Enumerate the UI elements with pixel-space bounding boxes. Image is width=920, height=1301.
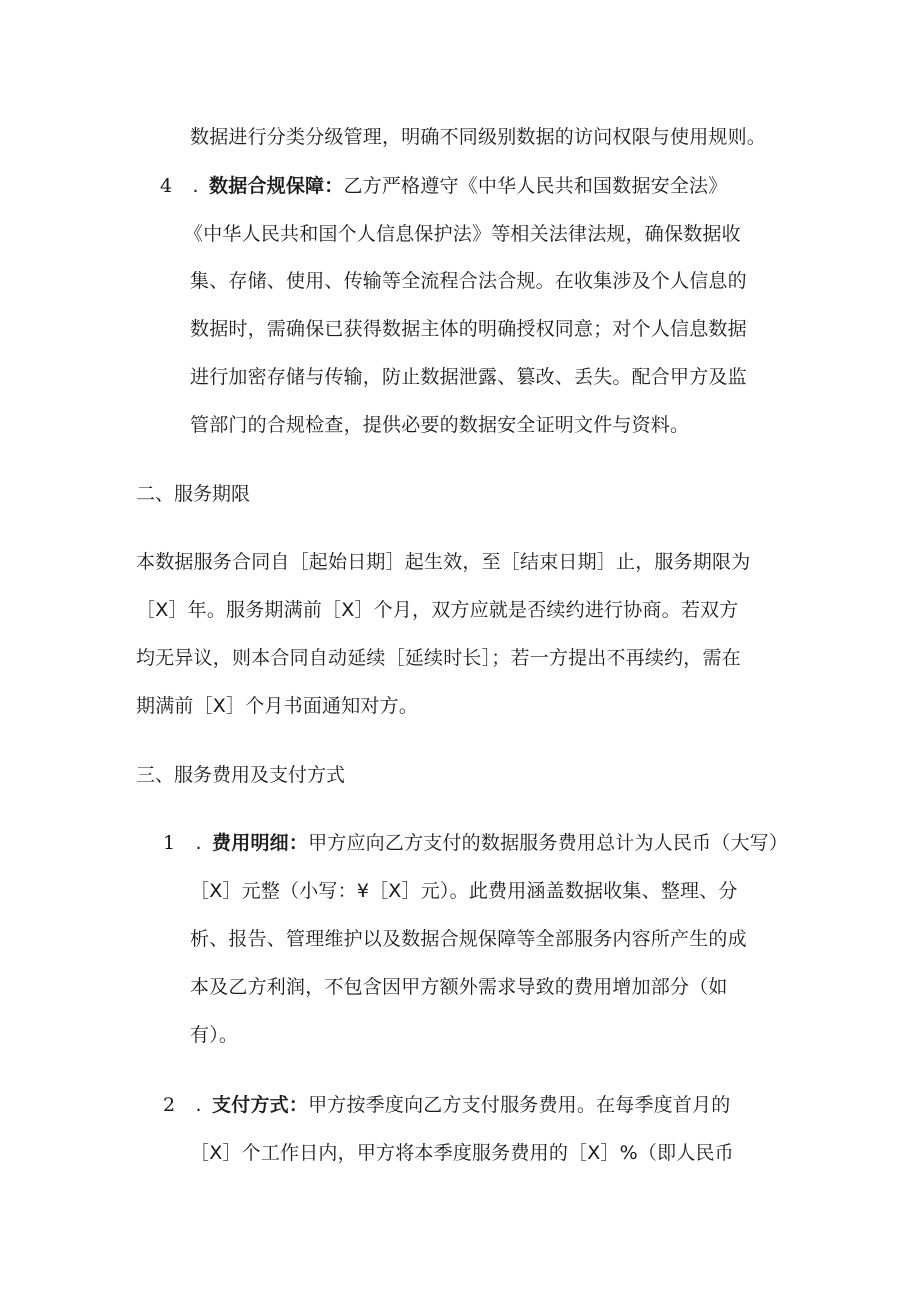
s3-item1-number: 1 bbox=[163, 832, 176, 854]
item4-line3: 集、存储、使用、传输等全流程合法合规。在收集涉及个人信息的 bbox=[190, 270, 747, 292]
s3-item2-first-line bbox=[163, 1092, 730, 1118]
s3-item1-first-line bbox=[163, 830, 788, 856]
section2-heading: 二、服务期限 bbox=[136, 483, 251, 505]
section2-line1: 本数据服务合同自［起始日期］起生效，至［结束日期］止，服务期限为 bbox=[136, 551, 751, 573]
item4-number: 4 bbox=[160, 175, 173, 197]
item4-line6: 管部门的合规检查，提供必要的数据安全证明文件与资料。 bbox=[190, 414, 690, 436]
item4-title: 数据合规保障： bbox=[209, 175, 344, 197]
item4-dot: . bbox=[192, 175, 199, 197]
item4-line5: 进行加密存储与传输，防止数据泄露、篡改、丢失。配合甲方及监 bbox=[190, 366, 747, 388]
s3-item1-line4: 本及乙方利润，不包含因甲方额外需求导致的费用增加部分（如 bbox=[190, 976, 728, 998]
item4-line4: 数据时，需确保已获得数据主体的明确授权同意；对个人信息数据 bbox=[190, 318, 747, 340]
s3-item1-title: 费用明细： bbox=[212, 832, 309, 854]
s3-item2-number: 2 bbox=[163, 1094, 176, 1116]
s3-item1-line1: 甲方应向乙方支付的数据服务费用总计为人民币（大写） bbox=[308, 832, 789, 854]
s3-item2-dot: . bbox=[195, 1094, 202, 1116]
s3-item2-line1: 甲方按季度向乙方支付服务费用。在每季度首月的 bbox=[308, 1094, 731, 1116]
s3-item1-line2: ［X］元整（小写：¥［X］元）。此费用涵盖数据收集、整理、分 bbox=[190, 880, 738, 902]
s3-item2-title: 支付方式： bbox=[212, 1094, 309, 1116]
item4-line1: 乙方严格遵守《中华人民共和国数据安全法》 bbox=[343, 175, 728, 197]
s3-item1-dot: . bbox=[195, 832, 202, 854]
section3-heading: 三、服务费用及支付方式 bbox=[136, 764, 346, 786]
section2-line2: ［X］年。服务期满前［X］个月，双方应就是否续约进行协商。若双方 bbox=[136, 599, 739, 621]
item4-line2: 《中华人民共和国个人信息保护法》等相关法律法规，确保数据收 bbox=[184, 223, 741, 245]
section2-line4: 期满前［X］个月书面通知对方。 bbox=[136, 695, 419, 717]
s3-item1-line5: 有）。 bbox=[190, 1024, 239, 1046]
section2-line3: 均无异议，则本合同自动延续［延续时长］；若一方提出不再续约，需在 bbox=[136, 647, 741, 669]
s3-item1-line3: 析、报告、管理维护以及数据合规保障等全部服务内容所产生的成 bbox=[190, 928, 747, 950]
item4-first-line bbox=[160, 173, 727, 199]
item3-continuation: 数据进行分类分级管理，明确不同级别数据的访问权限与使用规则。 bbox=[190, 126, 767, 148]
s3-item2-line2: ［X］个工作日内，甲方将本季度服务费用的［X］%（即人民币 bbox=[190, 1142, 734, 1164]
